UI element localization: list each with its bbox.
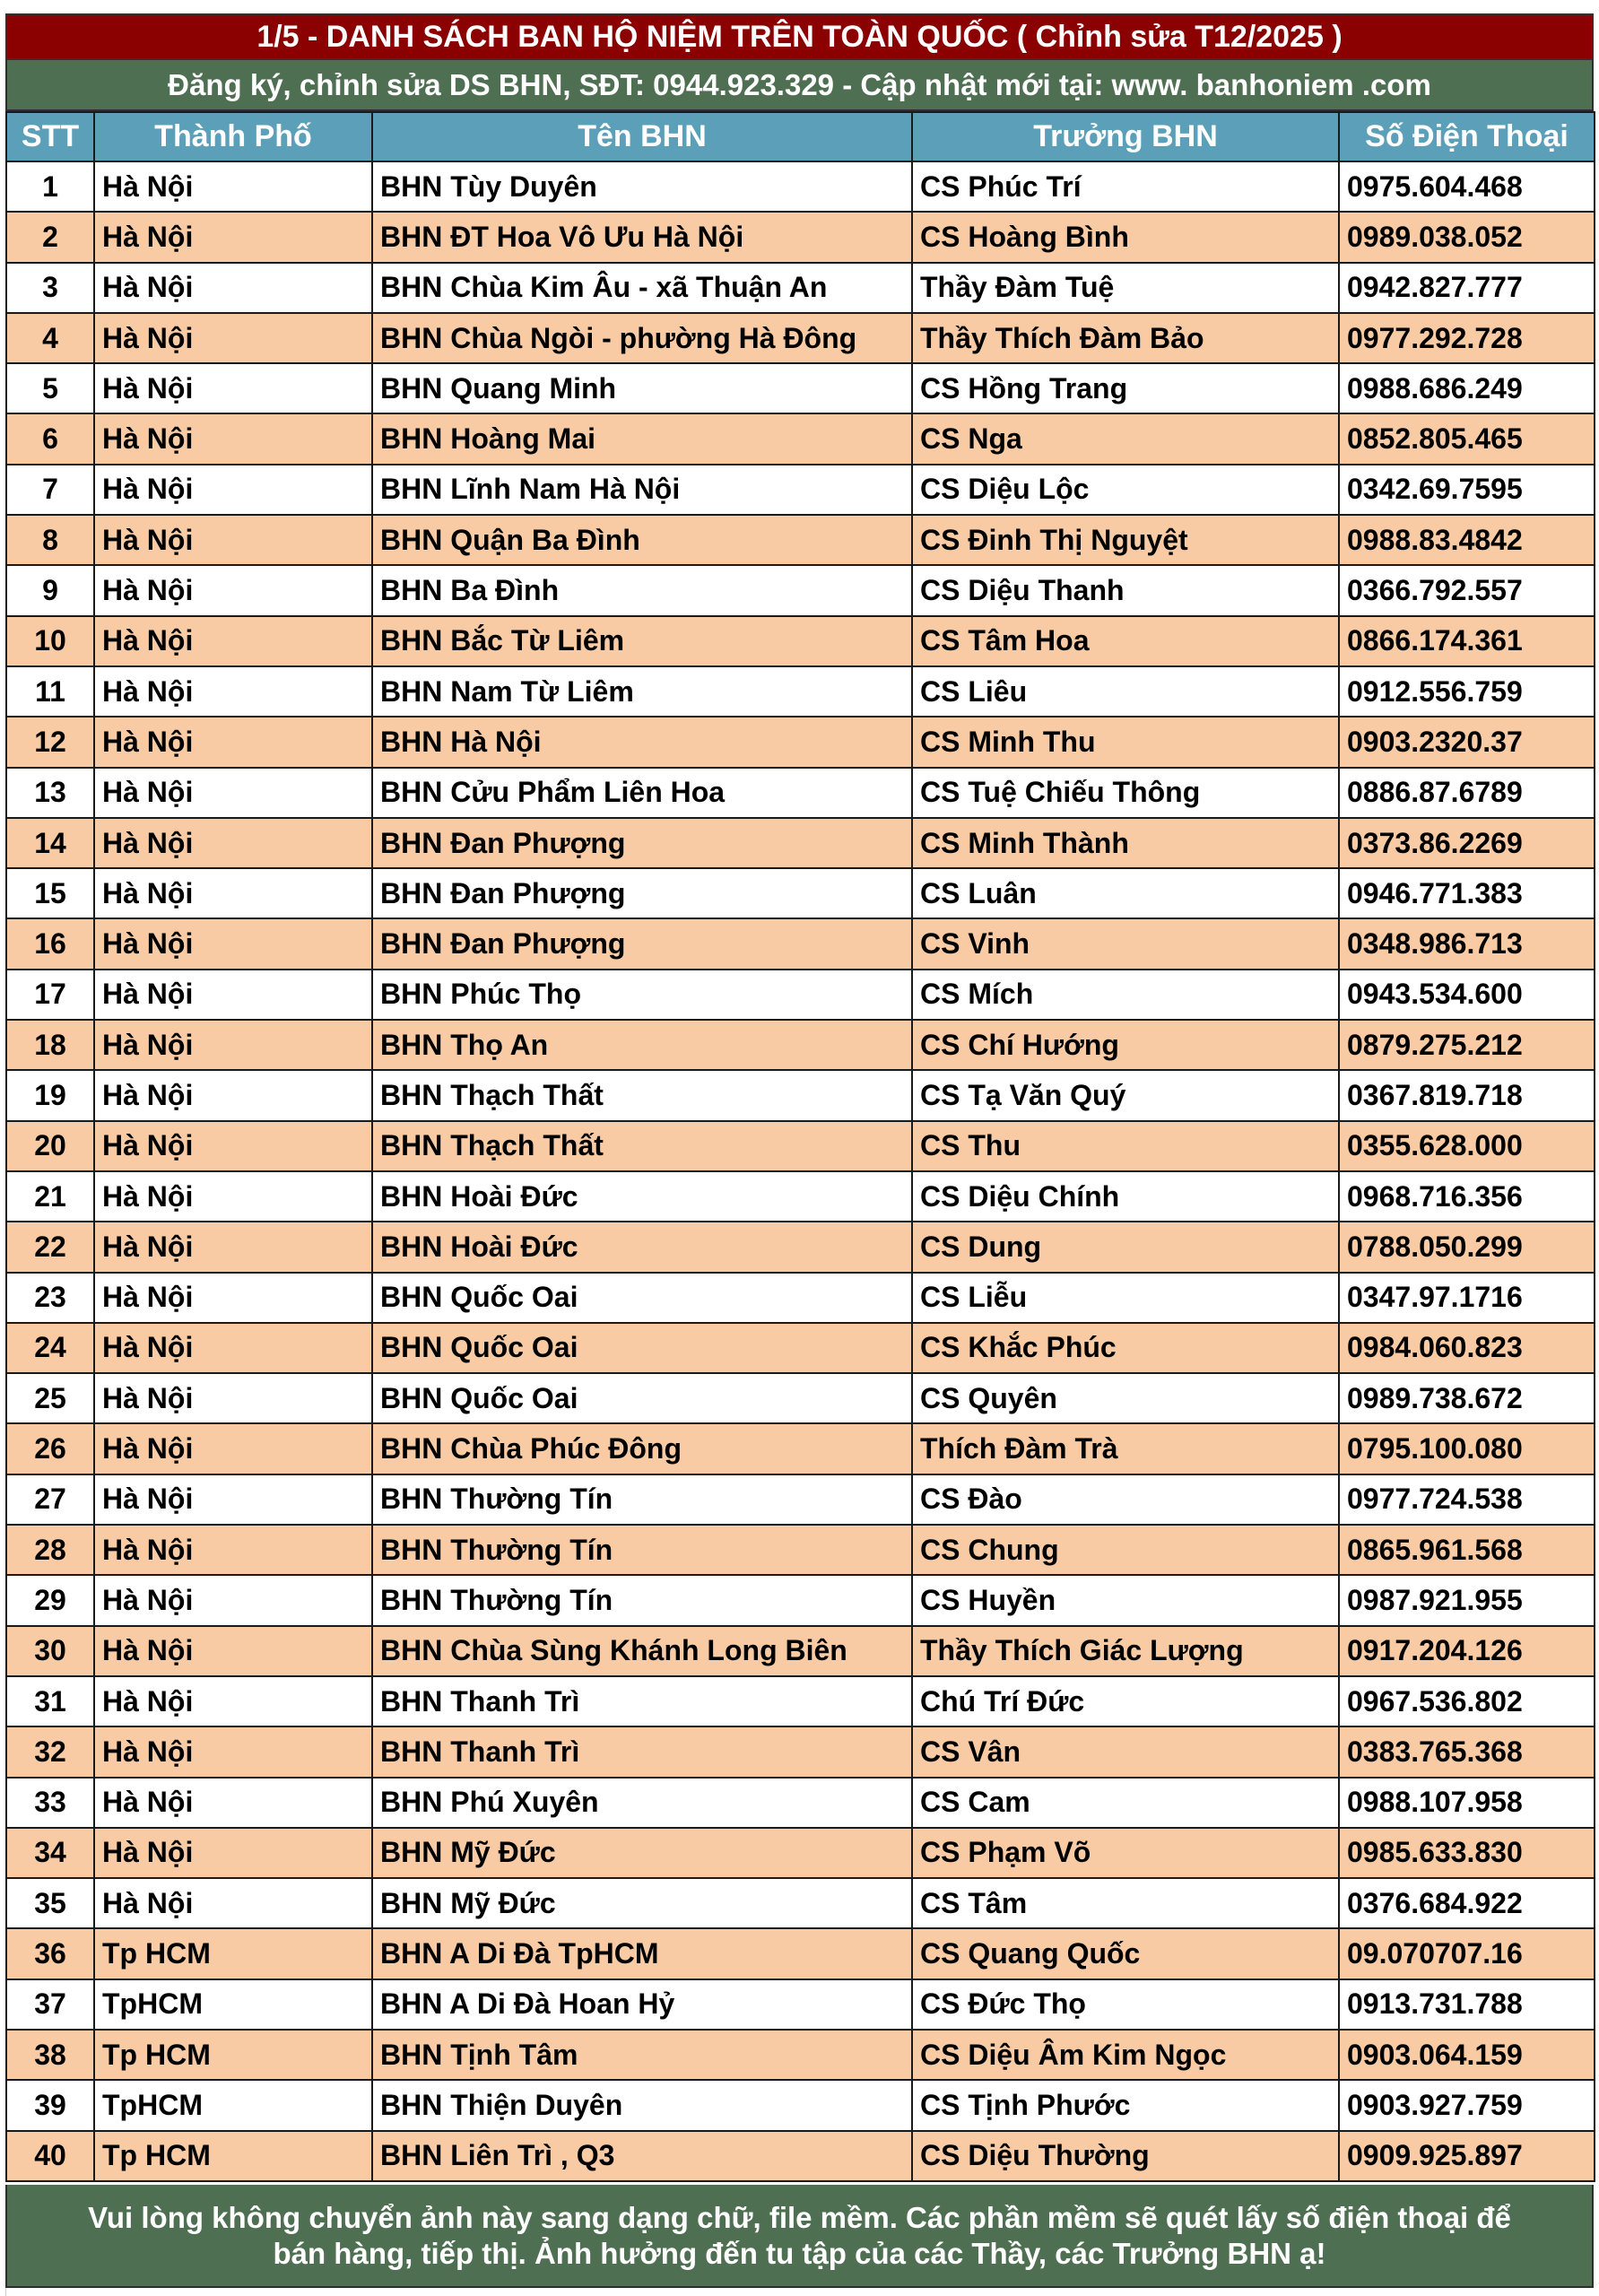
table-row	[6, 1323, 1595, 1373]
cell-phone: 0988.83.4842	[1339, 515, 1595, 565]
cell-phone: 0987.921.955	[1339, 1575, 1595, 1625]
header-stt: STT	[6, 112, 94, 161]
cell-city: Hà Nội	[94, 515, 372, 565]
table-row	[6, 1373, 1595, 1423]
cell-phone: 0989.038.052	[1339, 212, 1595, 262]
cell-city: Hà Nội	[94, 1222, 372, 1272]
cell-stt: 32	[6, 1726, 94, 1777]
cell-city: Hà Nội	[94, 1525, 372, 1575]
cell-city: Hà Nội	[94, 1171, 372, 1222]
cell-city: Hà Nội	[94, 465, 372, 515]
cell-phone: 0852.805.465	[1339, 413, 1595, 464]
cell-stt: 10	[6, 616, 94, 666]
contact-table	[5, 111, 1595, 2182]
cell-city: Tp HCM	[94, 2030, 372, 2080]
cell-city: Hà Nội	[94, 1423, 372, 1474]
cell-group-name: BHN A Di Đà Hoan Hỷ	[372, 1979, 912, 2030]
cell-phone: 0946.771.383	[1339, 868, 1595, 918]
cell-group-name: BHN Ba Đình	[372, 565, 912, 615]
cell-stt: 2	[6, 212, 94, 262]
table-row	[6, 868, 1595, 918]
cell-leader: CS Dung	[912, 1222, 1339, 1272]
cell-stt: 26	[6, 1423, 94, 1474]
cell-city: Hà Nội	[94, 868, 372, 918]
table-row	[6, 212, 1595, 262]
table-row	[6, 1222, 1595, 1272]
cell-phone: 0975.604.468	[1339, 161, 1595, 212]
cell-city: Hà Nội	[94, 1020, 372, 1070]
cell-leader: CS Minh Thành	[912, 818, 1339, 868]
cell-leader: CS Khắc Phúc	[912, 1323, 1339, 1373]
cell-leader: CS Tạ Văn Quý	[912, 1070, 1339, 1120]
cell-city: Hà Nội	[94, 263, 372, 313]
cell-group-name: BHN Quốc Oai	[372, 1273, 912, 1323]
footer-line-1: Vui lòng không chuyển ảnh này sang dạng chữ, file mềm. Các phần mềm sẽ quét lấy số điện thoại để	[88, 2200, 1511, 2234]
table-row	[6, 1020, 1595, 1070]
cell-group-name: BHN Phú Xuyên	[372, 1778, 912, 1828]
cell-group-name: BHN Hoàng Mai	[372, 413, 912, 464]
cell-phone: 0988.107.958	[1339, 1778, 1595, 1828]
cell-group-name: BHN Thường Tín	[372, 1474, 912, 1525]
cell-group-name: BHN Thường Tín	[372, 1525, 912, 1575]
cell-leader: CS Nga	[912, 413, 1339, 464]
cell-stt: 20	[6, 1121, 94, 1171]
cell-group-name: BHN Thạch Thất	[372, 1070, 912, 1120]
cell-phone: 0795.100.080	[1339, 1423, 1595, 1474]
cell-group-name: BHN Thanh Trì	[372, 1676, 912, 1726]
cell-leader: CS Diệu Thường	[912, 2131, 1339, 2181]
cell-phone: 0347.97.1716	[1339, 1273, 1595, 1323]
table-row	[6, 1726, 1595, 1777]
cell-phone: 0903.2320.37	[1339, 717, 1595, 767]
cell-group-name: BHN Tịnh Tâm	[372, 2030, 912, 2080]
cell-phone: 0968.716.356	[1339, 1171, 1595, 1222]
cell-phone: 0879.275.212	[1339, 1020, 1595, 1070]
cell-leader: CS Diệu Âm Kim Ngọc	[912, 2030, 1339, 2080]
cell-stt: 33	[6, 1778, 94, 1828]
cell-stt: 37	[6, 1979, 94, 2030]
cell-stt: 22	[6, 1222, 94, 1272]
cell-city: Hà Nội	[94, 413, 372, 464]
table-row	[6, 768, 1595, 818]
cell-phone: 0985.633.830	[1339, 1828, 1595, 1878]
cell-stt: 7	[6, 465, 94, 515]
cell-leader: CS Tâm Hoa	[912, 616, 1339, 666]
cell-leader: Thầy Thích Giác Lượng	[912, 1626, 1339, 1676]
cell-stt: 11	[6, 666, 94, 717]
cell-city: Hà Nội	[94, 666, 372, 717]
cell-leader: CS Tịnh Phước	[912, 2080, 1339, 2130]
cell-city: Tp HCM	[94, 2131, 372, 2181]
header-group-name: Tên BHN	[372, 112, 912, 161]
cell-city: Hà Nội	[94, 1726, 372, 1777]
cell-stt: 12	[6, 717, 94, 767]
cell-leader: CS Huyền	[912, 1575, 1339, 1625]
cell-stt: 5	[6, 363, 94, 413]
cell-stt: 29	[6, 1575, 94, 1625]
cell-leader: CS Diệu Thanh	[912, 565, 1339, 615]
table-row	[6, 465, 1595, 515]
table-row	[6, 1979, 1595, 2030]
cell-group-name: BHN A Di Đà TpHCM	[372, 1928, 912, 1979]
cell-leader: CS Tuệ Chiếu Thông	[912, 768, 1339, 818]
header-city: Thành Phố	[94, 112, 372, 161]
cell-stt: 38	[6, 2030, 94, 2080]
cell-city: Hà Nội	[94, 313, 372, 363]
cell-leader: CS Chí Hướng	[912, 1020, 1339, 1070]
cell-leader: Thầy Đàm Tuệ	[912, 263, 1339, 313]
table-row	[6, 970, 1595, 1020]
table-row	[6, 666, 1595, 717]
cell-stt: 6	[6, 413, 94, 464]
cell-phone: 0912.556.759	[1339, 666, 1595, 717]
cell-phone: 0984.060.823	[1339, 1323, 1595, 1373]
table-row	[6, 1171, 1595, 1222]
cell-group-name: BHN Thọ An	[372, 1020, 912, 1070]
cell-stt: 17	[6, 970, 94, 1020]
cell-stt: 34	[6, 1828, 94, 1878]
cell-stt: 19	[6, 1070, 94, 1120]
table-row	[6, 1273, 1595, 1323]
cell-phone: 0917.204.126	[1339, 1626, 1595, 1676]
cell-leader: CS Vinh	[912, 918, 1339, 969]
cell-group-name: BHN Đan Phượng	[372, 818, 912, 868]
cell-group-name: BHN Phúc Thọ	[372, 970, 912, 1020]
cell-group-name: BHN Mỹ Đức	[372, 1828, 912, 1878]
cell-stt: 14	[6, 818, 94, 868]
table-row	[6, 565, 1595, 615]
cell-city: Hà Nội	[94, 1626, 372, 1676]
cell-group-name: BHN Thạch Thất	[372, 1121, 912, 1171]
cell-phone: 0366.792.557	[1339, 565, 1595, 615]
cell-phone: 0989.738.672	[1339, 1373, 1595, 1423]
cell-phone: 0788.050.299	[1339, 1222, 1595, 1272]
cell-group-name: BHN Chùa Phúc Đông	[372, 1423, 912, 1474]
cell-stt: 40	[6, 2131, 94, 2181]
table-row	[6, 2131, 1595, 2181]
table-row	[6, 363, 1595, 413]
cell-city: TpHCM	[94, 2080, 372, 2130]
table-row	[6, 1423, 1595, 1474]
cell-leader: Thầy Thích Đàm Bảo	[912, 313, 1339, 363]
cell-city: Hà Nội	[94, 363, 372, 413]
cell-stt: 39	[6, 2080, 94, 2130]
footer-notice	[5, 2185, 1594, 2288]
cell-stt: 28	[6, 1525, 94, 1575]
cell-group-name: BHN Thanh Trì	[372, 1726, 912, 1777]
footer-line-2: bán hàng, tiếp thị. Ảnh hưởng đến tu tập của các Thầy, các Trưởng BHN ạ!	[273, 2236, 1326, 2270]
cell-group-name: BHN Hà Nội	[372, 717, 912, 767]
cell-group-name: BHN Đan Phượng	[372, 918, 912, 969]
cell-stt: 24	[6, 1323, 94, 1373]
cell-leader: CS Quyên	[912, 1373, 1339, 1423]
cell-group-name: BHN Lĩnh Nam Hà Nội	[372, 465, 912, 515]
cell-city: Hà Nội	[94, 1778, 372, 1828]
cell-phone: 0943.534.600	[1339, 970, 1595, 1020]
cell-stt: 4	[6, 313, 94, 363]
cell-phone: 0342.69.7595	[1339, 465, 1595, 515]
cell-city: Hà Nội	[94, 1273, 372, 1323]
cell-phone: 0988.686.249	[1339, 363, 1595, 413]
cell-group-name: BHN Cửu Phẩm Liên Hoa	[372, 768, 912, 818]
cell-leader: CS Phạm Võ	[912, 1828, 1339, 1878]
cell-leader: CS Cam	[912, 1778, 1339, 1828]
cell-group-name: BHN Hoài Đức	[372, 1171, 912, 1222]
table-row	[6, 2030, 1595, 2080]
table-row	[6, 1626, 1595, 1676]
table-row	[6, 818, 1595, 868]
cell-leader: CS Quang Quốc	[912, 1928, 1339, 1979]
cell-phone: 0865.961.568	[1339, 1525, 1595, 1575]
cell-leader: CS Tâm	[912, 1878, 1339, 1928]
cell-city: Hà Nội	[94, 161, 372, 212]
cell-phone: 0355.628.000	[1339, 1121, 1595, 1171]
cell-phone: 0977.292.728	[1339, 313, 1595, 363]
table-row	[6, 1928, 1595, 1979]
cell-phone: 0977.724.538	[1339, 1474, 1595, 1525]
table-row	[6, 717, 1595, 767]
cell-stt: 23	[6, 1273, 94, 1323]
cell-stt: 36	[6, 1928, 94, 1979]
cell-group-name: BHN Chùa Ngòi - phường Hà Đông	[372, 313, 912, 363]
cell-stt: 35	[6, 1878, 94, 1928]
table-row	[6, 918, 1595, 969]
cell-group-name: BHN Quận Ba Đình	[372, 515, 912, 565]
cell-city: Hà Nội	[94, 1878, 372, 1928]
cell-group-name: BHN Đan Phượng	[372, 868, 912, 918]
cell-stt: 16	[6, 918, 94, 969]
cell-city: Hà Nội	[94, 1373, 372, 1423]
cell-leader: CS Đào	[912, 1474, 1339, 1525]
table-row	[6, 1778, 1595, 1828]
table-row	[6, 1828, 1595, 1878]
cell-leader: CS Vân	[912, 1726, 1339, 1777]
cell-stt: 18	[6, 1020, 94, 1070]
cell-leader: CS Liễu	[912, 1273, 1339, 1323]
cell-leader: CS Diệu Lộc	[912, 465, 1339, 515]
cell-city: Hà Nội	[94, 1121, 372, 1171]
cell-city: Tp HCM	[94, 1928, 372, 1979]
cell-city: Hà Nội	[94, 1828, 372, 1878]
cell-stt: 27	[6, 1474, 94, 1525]
cell-group-name: BHN Quang Minh	[372, 363, 912, 413]
cell-stt: 9	[6, 565, 94, 615]
cell-leader: CS Chung	[912, 1525, 1339, 1575]
cell-stt: 15	[6, 868, 94, 918]
cell-city: Hà Nội	[94, 970, 372, 1020]
cell-phone: 0909.925.897	[1339, 2131, 1595, 2181]
cell-leader: CS Mích	[912, 970, 1339, 1020]
cell-stt: 30	[6, 1626, 94, 1676]
cell-group-name: BHN Hoài Đức	[372, 1222, 912, 1272]
cell-city: Hà Nội	[94, 1323, 372, 1373]
cell-stt: 13	[6, 768, 94, 818]
table-row	[6, 2080, 1595, 2130]
cell-leader: CS Luân	[912, 868, 1339, 918]
cell-leader: CS Liêu	[912, 666, 1339, 717]
table-row	[6, 1070, 1595, 1120]
cell-group-name: BHN Chùa Kim Âu - xã Thuận An	[372, 263, 912, 313]
cell-phone: 0367.819.718	[1339, 1070, 1595, 1120]
cell-city: TpHCM	[94, 1979, 372, 2030]
cell-group-name: BHN Chùa Sùng Khánh Long Biên	[372, 1626, 912, 1676]
cell-city: Hà Nội	[94, 212, 372, 262]
table-row	[6, 263, 1595, 313]
cell-group-name: BHN Thiện Duyên	[372, 2080, 912, 2130]
cell-leader: Thích Đàm Trà	[912, 1423, 1339, 1474]
cell-phone: 0967.536.802	[1339, 1676, 1595, 1726]
cell-leader: CS Hoàng Bình	[912, 212, 1339, 262]
table-row	[6, 1676, 1595, 1726]
table-row	[6, 1878, 1595, 1928]
cell-phone: 0886.87.6789	[1339, 768, 1595, 818]
cell-city: Hà Nội	[94, 1474, 372, 1525]
cell-group-name: BHN Liên Trì , Q3	[372, 2131, 912, 2181]
cell-phone: 0903.064.159	[1339, 2030, 1595, 2080]
cell-stt: 21	[6, 1171, 94, 1222]
table-row	[6, 1525, 1595, 1575]
cell-leader: CS Đức Thọ	[912, 1979, 1339, 2030]
page-title: 1/5 - DANH SÁCH BAN HỘ NIỆM TRÊN TOÀN QUỐC ( Chỉnh sửa T12/2025 )	[5, 13, 1594, 60]
table-row	[6, 161, 1595, 212]
cell-group-name: BHN ĐT Hoa Vô Ưu Hà Nội	[372, 212, 912, 262]
cell-phone: 0376.684.922	[1339, 1878, 1595, 1928]
cell-phone: 0913.731.788	[1339, 1979, 1595, 2030]
table-body	[6, 161, 1595, 2181]
header-phone: Số Điện Thoại	[1339, 112, 1595, 161]
cell-leader: CS Thu	[912, 1121, 1339, 1171]
cell-phone: 0942.827.777	[1339, 263, 1595, 313]
table-row	[6, 1474, 1595, 1525]
cell-leader: CS Đinh Thị Nguyệt	[912, 515, 1339, 565]
cell-city: Hà Nội	[94, 1575, 372, 1625]
cell-phone: 0383.765.368	[1339, 1726, 1595, 1777]
cell-leader: CS Minh Thu	[912, 717, 1339, 767]
cell-city: Hà Nội	[94, 717, 372, 767]
cell-leader: CS Diệu Chính	[912, 1171, 1339, 1222]
cell-stt: 8	[6, 515, 94, 565]
cell-stt: 1	[6, 161, 94, 212]
table-row	[6, 1575, 1595, 1625]
cell-group-name: BHN Quốc Oai	[372, 1373, 912, 1423]
table-header	[6, 112, 1595, 161]
table-row	[6, 515, 1595, 565]
cell-city: Hà Nội	[94, 918, 372, 969]
cell-leader: CS Hồng Trang	[912, 363, 1339, 413]
cell-phone: 0373.86.2269	[1339, 818, 1595, 868]
table-row	[6, 1121, 1595, 1171]
cell-phone: 0866.174.361	[1339, 616, 1595, 666]
cell-group-name: BHN Tùy Duyên	[372, 161, 912, 212]
cell-group-name: BHN Mỹ Đức	[372, 1878, 912, 1928]
cell-group-name: BHN Quốc Oai	[372, 1323, 912, 1373]
cell-city: Hà Nội	[94, 818, 372, 868]
cell-city: Hà Nội	[94, 616, 372, 666]
cell-group-name: BHN Nam Từ Liêm	[372, 666, 912, 717]
registration-info: Đăng ký, chỉnh sửa DS BHN, SĐT: 0944.923.329 - Cập nhật mới tại: www. banhoniem .com	[5, 60, 1594, 111]
table-row	[6, 616, 1595, 666]
cell-city: Hà Nội	[94, 1070, 372, 1120]
cell-leader: Chú Trí Đức	[912, 1676, 1339, 1726]
cell-stt: 31	[6, 1676, 94, 1726]
cell-phone: 0348.986.713	[1339, 918, 1595, 969]
cell-stt: 3	[6, 263, 94, 313]
cell-leader: CS Phúc Trí	[912, 161, 1339, 212]
cell-city: Hà Nội	[94, 565, 372, 615]
cell-group-name: BHN Thường Tín	[372, 1575, 912, 1625]
cell-phone: 0903.927.759	[1339, 2080, 1595, 2130]
table-row	[6, 313, 1595, 363]
table-row	[6, 413, 1595, 464]
header-leader: Trưởng BHN	[912, 112, 1339, 161]
sheet-bottom-edge	[5, 2288, 1594, 2296]
cell-stt: 25	[6, 1373, 94, 1423]
cell-city: Hà Nội	[94, 768, 372, 818]
header-row	[6, 112, 1595, 161]
cell-phone: 09.070707.16	[1339, 1928, 1595, 1979]
cell-city: Hà Nội	[94, 1676, 372, 1726]
cell-group-name: BHN Bắc Từ Liêm	[372, 616, 912, 666]
